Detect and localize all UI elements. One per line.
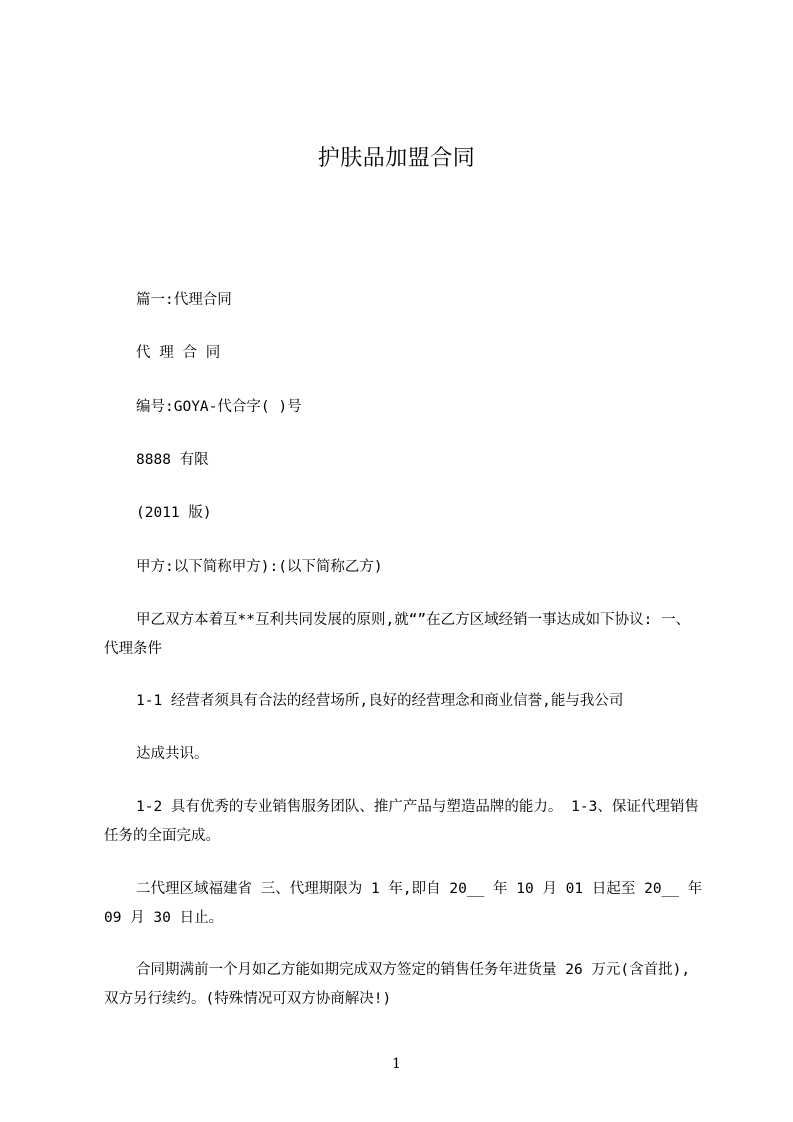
- contract-number: 编号:GOYA-代合字( )号: [136, 399, 302, 415]
- edition-year: (2011 版): [136, 505, 212, 521]
- company-name: 8888 有限: [136, 452, 209, 468]
- section-heading: 篇一:代理合同: [136, 292, 232, 308]
- body-paragraph: 甲乙双方本着互**互利共同发展的原则,就“”在乙方区域经销一事达成如下协议: 一、代理条件: [104, 612, 691, 657]
- body-paragraph: 达成共识。: [136, 746, 209, 762]
- body-paragraph: 1-1 经营者须具有合法的经营场所,良好的经营理念和商业信誉,能与我公司: [136, 693, 624, 709]
- parties-line: 甲方:以下简称甲方):(以下简称乙方): [136, 559, 383, 575]
- body-paragraph: 1-2 具有优秀的专业销售服务团队、推广产品与塑造品牌的能力。 1-3、保证代理销售任务的全面完成。: [104, 799, 699, 844]
- page-number: 1: [392, 1056, 401, 1072]
- contract-subtitle: 代 理 合 同: [136, 345, 221, 361]
- document-title: 护肤品加盟合同: [317, 146, 476, 171]
- body-paragraph: 二代理区域福建省 三、代理期限为 1 年,即自 20__ 年 10 月 01 日起至 20__ 年 09 月 30 日止。: [104, 881, 703, 926]
- body-paragraph: 合同期满前一个月如乙方能如期完成双方签定的销售任务年进货量 26 万元(含首批),双方另行续约。(特殊情况可双方协商解决!): [104, 962, 691, 1007]
